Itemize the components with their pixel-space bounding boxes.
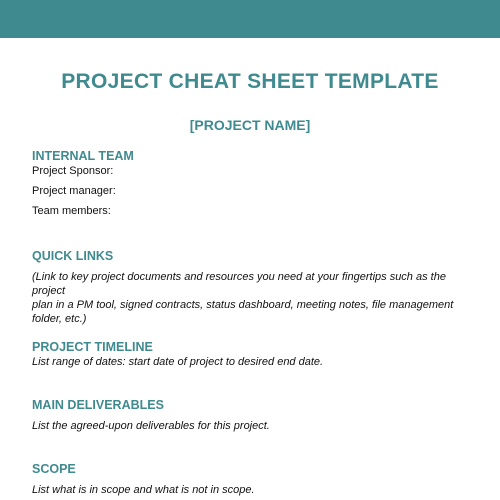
section-quick-links	[32, 248, 472, 326]
section-scope	[32, 461, 472, 497]
quick-links-text-line-2: plan in a PM tool, signed contracts, status dashboard, meeting notes, file management	[32, 299, 454, 311]
field-project-manager: Project manager:	[32, 185, 116, 197]
section-heading-scope: SCOPE	[32, 462, 76, 476]
timeline-text: List range of dates: start date of project to desired end date.	[32, 356, 324, 368]
scope-text: List what is in scope and what is not in scope.	[32, 484, 255, 496]
quick-links-text-line-1: (Link to key project documents and resources you need at your fingertips such as the project	[32, 271, 446, 297]
deliverables-text: List the agreed-upon deliverables for this project.	[32, 420, 270, 432]
section-heading-main-deliverables: MAIN DELIVERABLES	[32, 398, 164, 412]
document-title: PROJECT CHEAT SHEET TEMPLATE	[61, 70, 439, 93]
section-heading-internal-team: INTERNAL TEAM	[32, 149, 134, 163]
section-heading-project-timeline: PROJECT TIMELINE	[32, 340, 153, 354]
project-name: [PROJECT NAME]	[189, 117, 311, 133]
header-bar	[0, 0, 500, 38]
field-project-sponsor: Project Sponsor:	[32, 165, 114, 177]
quick-links-text-line-3: folder, etc.)	[32, 313, 87, 325]
section-heading-quick-links: QUICK LINKS	[32, 249, 114, 263]
section-main-deliverables	[32, 397, 472, 433]
field-team-members: Team members:	[32, 205, 111, 217]
section-internal-team	[32, 148, 472, 224]
section-project-timeline	[32, 339, 472, 369]
